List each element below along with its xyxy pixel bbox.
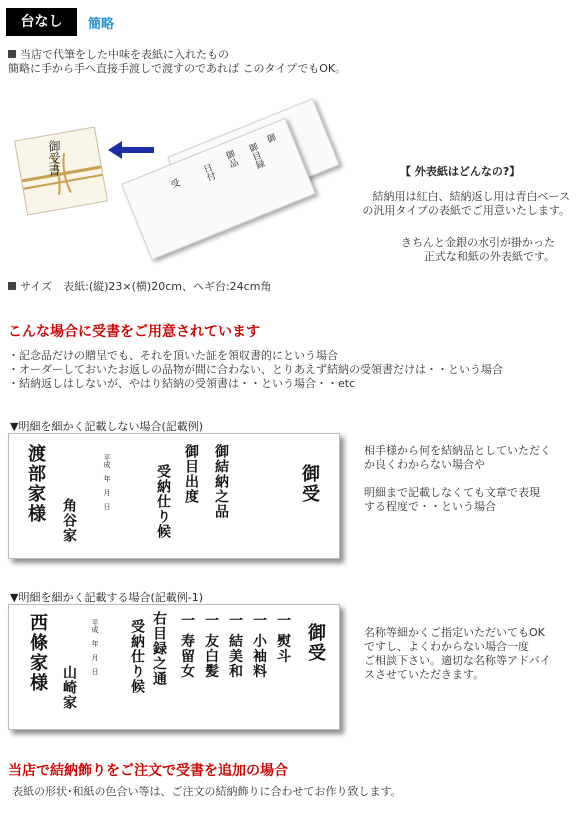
outer-cover-desc-2-line-2: 正式な和紙の外表紙です。 <box>423 250 555 263</box>
example-2-note <box>364 626 574 682</box>
sheet-text-1: 御 <box>263 132 277 145</box>
ex2-col-2: 一 熨斗 <box>275 613 291 664</box>
prepared-bullet-list <box>8 349 503 391</box>
ex1-note-line: する程度で・・という場合 <box>364 500 496 513</box>
intro-line-1: 当店で代筆をした中味を表紙に入れたもの <box>20 48 229 61</box>
outer-cover-desc-1-line-2: の汎用タイプの表紙でご用意いたします。 <box>362 204 570 217</box>
sheet-text-2: 御目録 <box>245 141 266 171</box>
order-description: 表紙の形状･和紙の色合い等は、ご注文の結納飾りに合わせてお作り致します。 <box>12 785 402 798</box>
ex1-note-line: か良くわからない場合や <box>364 458 485 471</box>
intro-line-2: 簡略に手から手へ直接手渡しで渡すのであれば このタイプでもOK。 <box>8 62 347 75</box>
section-heading-prepared: こんな場合に受書をご用意されています <box>8 324 260 340</box>
ex2-note-line: スさせていただきます。 <box>364 668 485 681</box>
size-info <box>8 278 271 294</box>
ex2-col-sender: 山崎家 <box>61 665 77 710</box>
ex1-col-recipient: 渡部家様 <box>25 444 46 524</box>
ex2-note-line: 名称等細かくご指定いただいてもOK <box>364 626 545 639</box>
ex2-note-line: ですし、よくわからない場合一度 <box>364 640 529 653</box>
example-2-title: ▼明細を細かく記載する場合(記載例-1) <box>10 591 204 604</box>
outer-cover-desc-1 <box>330 190 570 218</box>
size-text: サイズ 表紙:(縦)23×(横)20cm、ヘギ台:24cm角 <box>20 280 272 293</box>
mizuhiki-cord-icon <box>15 128 107 215</box>
bullet-item: ・記念品だけの贈呈でも、それを頂いた証を領収書的にという場合 <box>8 349 338 362</box>
bullet-item: ・オーダーしておいたお返しの品物が間に合わない、とりあえず結納の受領書だけは・・という場合 <box>8 363 503 376</box>
outer-cover-title: 【 外表紙はどんなの?】 <box>400 165 521 178</box>
ex1-note-line: 相手様から何を結納品としていただく <box>364 444 551 457</box>
ex1-col-3: 御目出度 <box>183 444 199 504</box>
outer-cover-desc-2 <box>330 236 555 264</box>
ex2-col-5: 一 友白髪 <box>203 613 219 679</box>
outer-cover-desc-1-line-1: 結納用は紅白、結納返し用は青白ベース <box>372 190 570 203</box>
ex2-col-7: 右目録之通 <box>151 611 167 686</box>
ex1-col-2: 御結納之品 <box>213 444 229 519</box>
ex1-col-sender: 角谷家 <box>61 498 77 543</box>
example-1-title: ▼明細を細かく記載しない場合(記載例) <box>10 420 204 433</box>
intro-text <box>8 48 346 76</box>
envelope-label: 御受書 <box>47 140 61 176</box>
ex1-col-1: 御受 <box>299 464 320 504</box>
ex1-col-4: 受納仕り候 <box>155 464 171 539</box>
ex2-col-1: 御受 <box>305 623 326 663</box>
ex2-col-date: 平成 年 月 日 <box>91 619 99 675</box>
ex2-col-8: 受納仕り候 <box>129 619 145 694</box>
bullet-item: ・結納返しはしないが、やはり結納の受領書は・・という場合・・etc <box>8 377 356 390</box>
ex2-col-6: 一 寿留女 <box>179 613 195 679</box>
ex2-note-line: ご相談下さい。適切な名称等アドバイ <box>364 654 551 667</box>
example-1-document <box>8 433 340 559</box>
ex1-note-line: 明細まで記載しなくても文章で表現 <box>364 486 540 499</box>
type-simplified-label: 簡略 <box>88 17 115 32</box>
outer-cover-desc-2-line-1: きちんと金銀の水引が掛かった <box>401 236 555 249</box>
example-2-document <box>8 604 340 730</box>
ex2-col-recipient: 西條家様 <box>27 613 48 693</box>
arrow-left-icon <box>108 141 154 159</box>
square-bullet-icon <box>8 282 16 290</box>
square-bullet-icon <box>8 50 16 58</box>
sheet-text-4: 日付 <box>200 162 217 183</box>
ex2-col-3: 一 小袖料 <box>251 613 267 679</box>
sheet-text-3: 御品 <box>222 149 239 170</box>
section-heading-order: 当店で結納飾りをご注文で受書を追加の場合 <box>8 763 288 779</box>
sheet-text-5: 受 <box>167 177 181 190</box>
example-1-note <box>364 444 574 514</box>
ex1-col-date: 平成 年 月 日 <box>103 454 111 510</box>
tag-no-stand: 台なし <box>6 8 77 36</box>
ex2-col-4: 一 結美和 <box>227 613 243 679</box>
